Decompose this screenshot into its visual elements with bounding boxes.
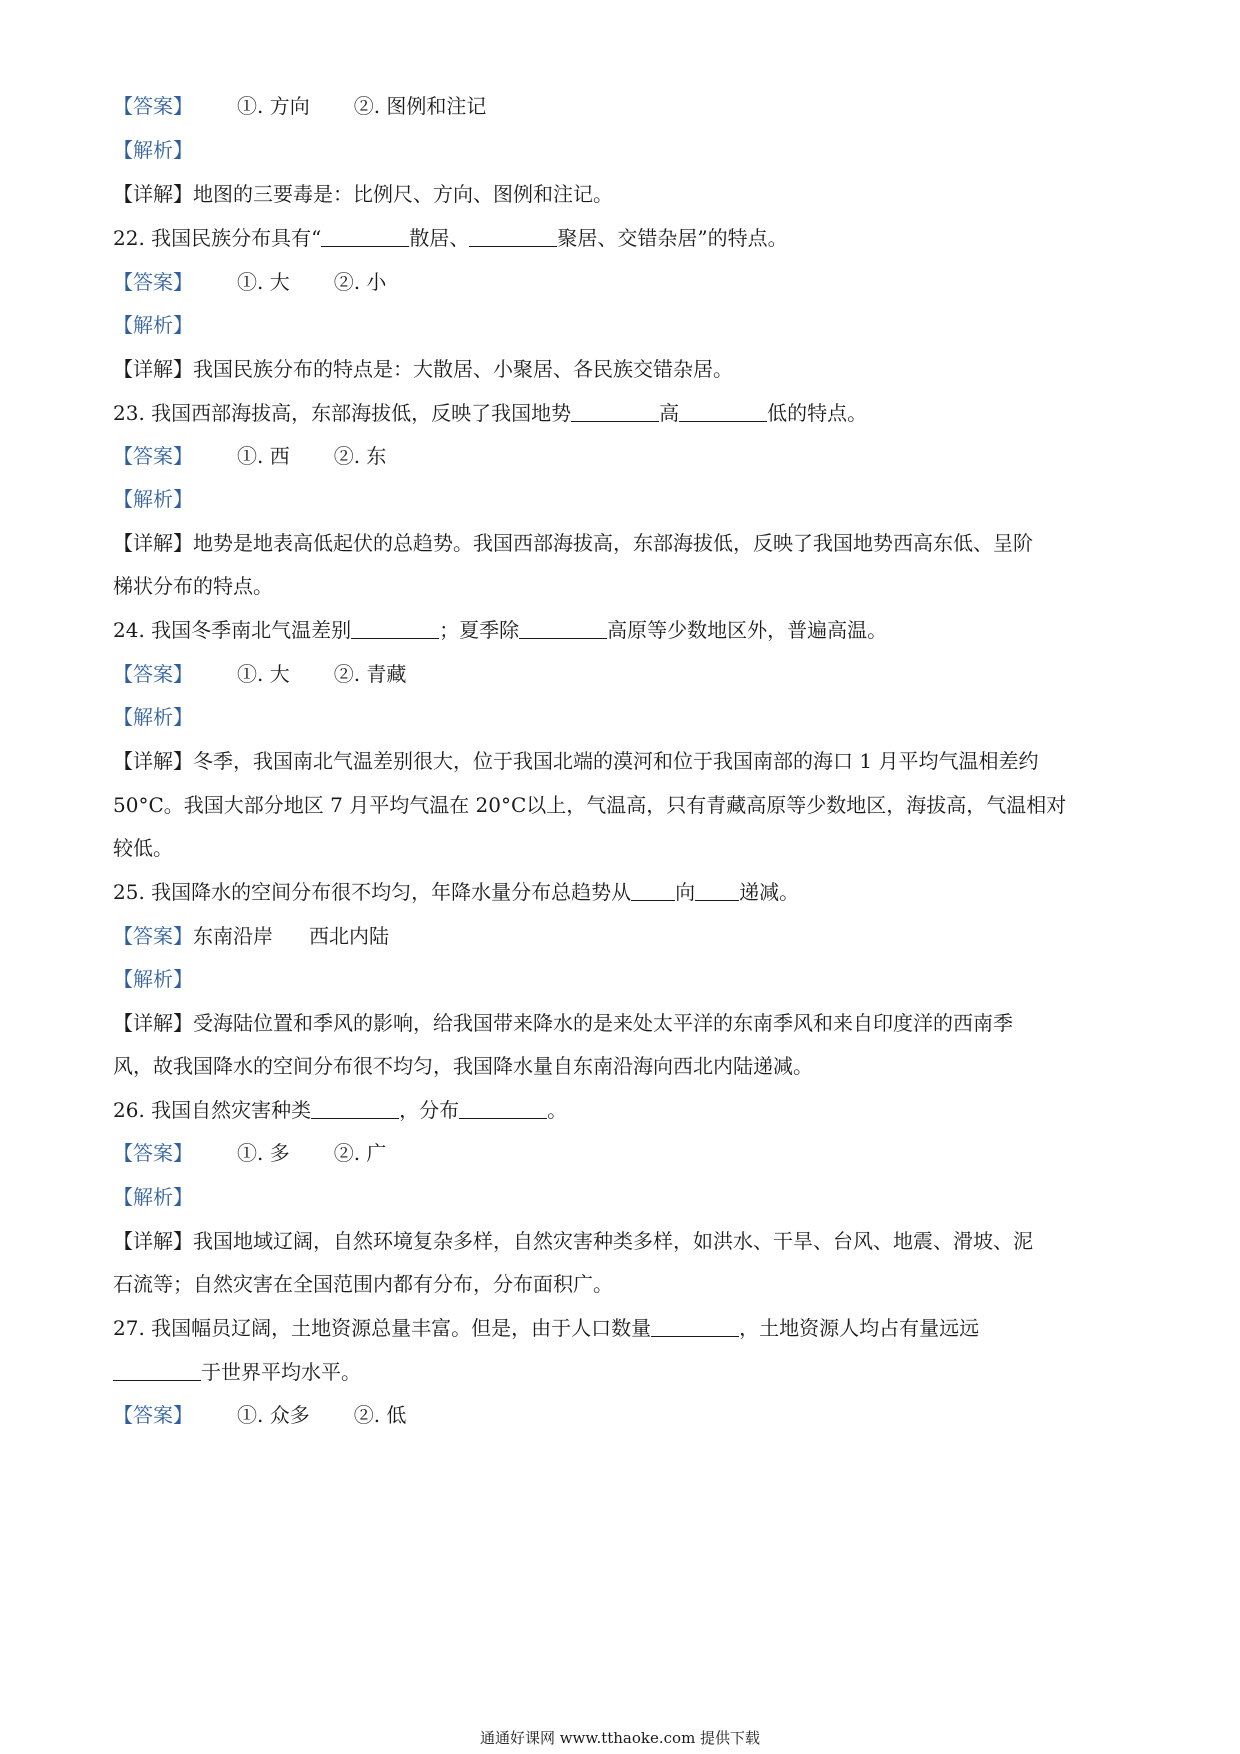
q24-analysis	[113, 703, 193, 731]
question-text: 23. 我国西部海拔高，东部海拔低，反映了我国地势	[113, 401, 572, 425]
q26-analysis	[113, 1183, 193, 1211]
q27-answer	[113, 1401, 406, 1429]
q23-answer	[113, 442, 386, 470]
q22-question	[113, 224, 788, 252]
answer-label: 【答案】	[113, 270, 193, 294]
q21-analysis	[113, 136, 193, 164]
fill-blank	[571, 401, 659, 422]
detail-text: 石流等；自然灾害在全国范围内都有分布，分布面积广。	[113, 1272, 613, 1296]
fill-blank	[311, 1098, 399, 1119]
detail-text: 50°C。我国大部分地区 7 月平均气温在 20°C以上，气温高，只有青藏高原等少数地区，海拔高，气温相对	[113, 793, 1067, 817]
q23-analysis	[113, 485, 193, 513]
detail-text: 较低。	[113, 836, 173, 860]
question-text: 低的特点。	[767, 401, 868, 425]
answer-1: ①. 方向	[237, 94, 310, 118]
answer-1: ①. 众多	[237, 1403, 310, 1427]
question-text: 25. 我国降水的空间分布很不均匀，年降水量分布总趋势从	[113, 880, 632, 904]
fill-blank	[351, 618, 439, 639]
fill-blank	[631, 880, 675, 901]
answer-label: 【答案】	[113, 924, 193, 948]
detail-text: 我国地域辽阔，自然环境复杂多样，自然灾害种类多样，如洪水、干旱、台风、地震、滑坡、泥	[193, 1229, 1033, 1253]
question-text: 高	[659, 401, 680, 425]
q21-answer	[113, 92, 486, 120]
detail-text: 地势是地表高低起伏的总趋势。我国西部海拔高，东部海拔低，反映了我国地势西高东低、呈阶	[193, 531, 1033, 555]
question-text: ，土地资源人均占有量远远	[739, 1316, 980, 1340]
q23-detail	[113, 529, 1033, 557]
answer-label: 【答案】	[113, 1141, 193, 1165]
detail-label: 【详解】	[113, 357, 193, 381]
answer-label: 【答案】	[113, 662, 193, 686]
q26-answer	[113, 1139, 386, 1167]
q25-question	[113, 878, 799, 906]
detail-label: 【详解】	[113, 749, 193, 773]
q24-detail-cont	[113, 791, 1066, 819]
answer-1: ①. 西	[237, 444, 290, 468]
q25-analysis	[113, 965, 193, 993]
answer-2: ②. 广	[333, 1141, 387, 1165]
answer-2: ②. 小	[333, 270, 387, 294]
answer-label: 【答案】	[113, 94, 193, 118]
fill-blank	[695, 880, 739, 901]
question-text: 22. 我国民族分布具有“	[113, 226, 322, 250]
q22-analysis	[113, 311, 193, 339]
question-text: 递减。	[739, 880, 800, 904]
fill-blank	[113, 1360, 201, 1381]
detail-text: 地图的三要毒是：比例尺、方向、图例和注记。	[193, 182, 613, 206]
q24-question	[113, 616, 887, 644]
detail-text: 冬季，我国南北气温差别很大，位于我国北端的漠河和位于我国南部的海口 1 月平均气温相差约	[193, 749, 1039, 773]
q24-answer	[113, 660, 406, 688]
q26-detail	[113, 1227, 1033, 1255]
detail-text: 梯状分布的特点。	[113, 574, 273, 598]
detail-label: 【详解】	[113, 1011, 193, 1035]
q25-detail	[113, 1009, 1013, 1037]
q25-detail-cont	[113, 1052, 813, 1080]
detail-text: 我国民族分布的特点是：大散居、小聚居、各民族交错杂居。	[193, 357, 733, 381]
q27-question-cont	[113, 1358, 361, 1386]
analysis-label: 【解析】	[113, 1185, 193, 1209]
question-text: 高原等少数地区外，普遍高温。	[607, 618, 888, 642]
answer-label: 【答案】	[113, 1403, 193, 1427]
fill-blank	[469, 226, 557, 247]
q21-detail	[113, 180, 613, 208]
answer-2: 西北内陆	[309, 924, 389, 948]
question-text: 向	[675, 880, 696, 904]
q25-answer	[113, 922, 389, 950]
analysis-label: 【解析】	[113, 313, 193, 337]
fill-blank	[459, 1098, 547, 1119]
answer-2: ②. 东	[333, 444, 387, 468]
detail-label: 【详解】	[113, 531, 193, 555]
q22-answer	[113, 268, 386, 296]
question-text: ；夏季除	[439, 618, 520, 642]
question-text: ，分布	[399, 1098, 460, 1122]
answer-2: ②. 图例和注记	[353, 94, 487, 118]
detail-label: 【详解】	[113, 182, 193, 206]
detail-label: 【详解】	[113, 1229, 193, 1253]
detail-text: 受海陆位置和季风的影响，给我国带来降水的是来处太平洋的东南季风和来自印度洋的西南季	[193, 1011, 1013, 1035]
answer-1: ①. 大	[237, 662, 290, 686]
analysis-label: 【解析】	[113, 705, 193, 729]
answer-2: ②. 青藏	[333, 662, 407, 686]
q27-question	[113, 1314, 979, 1342]
answer-2: ②. 低	[353, 1403, 407, 1427]
q23-question	[113, 399, 867, 427]
fill-blank	[679, 401, 767, 422]
question-text: 。	[547, 1098, 568, 1122]
q23-detail-cont	[113, 572, 273, 600]
detail-text: 风，故我国降水的空间分布很不均匀，我国降水量自东南沿海向西北内陆递减。	[113, 1054, 813, 1078]
q26-detail-cont	[113, 1270, 613, 1298]
analysis-label: 【解析】	[113, 487, 193, 511]
q24-detail	[113, 747, 1038, 775]
fill-blank	[651, 1316, 739, 1337]
answer-label: 【答案】	[113, 444, 193, 468]
answer-1: 东南沿岸	[193, 924, 273, 948]
question-text: 26. 我国自然灾害种类	[113, 1098, 312, 1122]
q22-detail	[113, 355, 733, 383]
answer-1: ①. 多	[237, 1141, 290, 1165]
question-text: 散居、	[409, 226, 470, 250]
analysis-label: 【解析】	[113, 138, 193, 162]
analysis-label: 【解析】	[113, 967, 193, 991]
question-text: 27. 我国幅员辽阔，土地资源总量丰富。但是，由于人口数量	[113, 1316, 652, 1340]
fill-blank	[321, 226, 409, 247]
question-text: 于世界平均水平。	[201, 1360, 361, 1384]
fill-blank	[519, 618, 607, 639]
question-text: 24. 我国冬季南北气温差别	[113, 618, 352, 642]
q24-detail-cont	[113, 834, 173, 862]
question-text: 聚居、交错杂居”的特点。	[557, 226, 788, 250]
page-footer: 通通好课网 www.tthaoke.com 提供下载	[479, 1729, 761, 1747]
q26-question	[113, 1096, 567, 1124]
answer-1: ①. 大	[237, 270, 290, 294]
